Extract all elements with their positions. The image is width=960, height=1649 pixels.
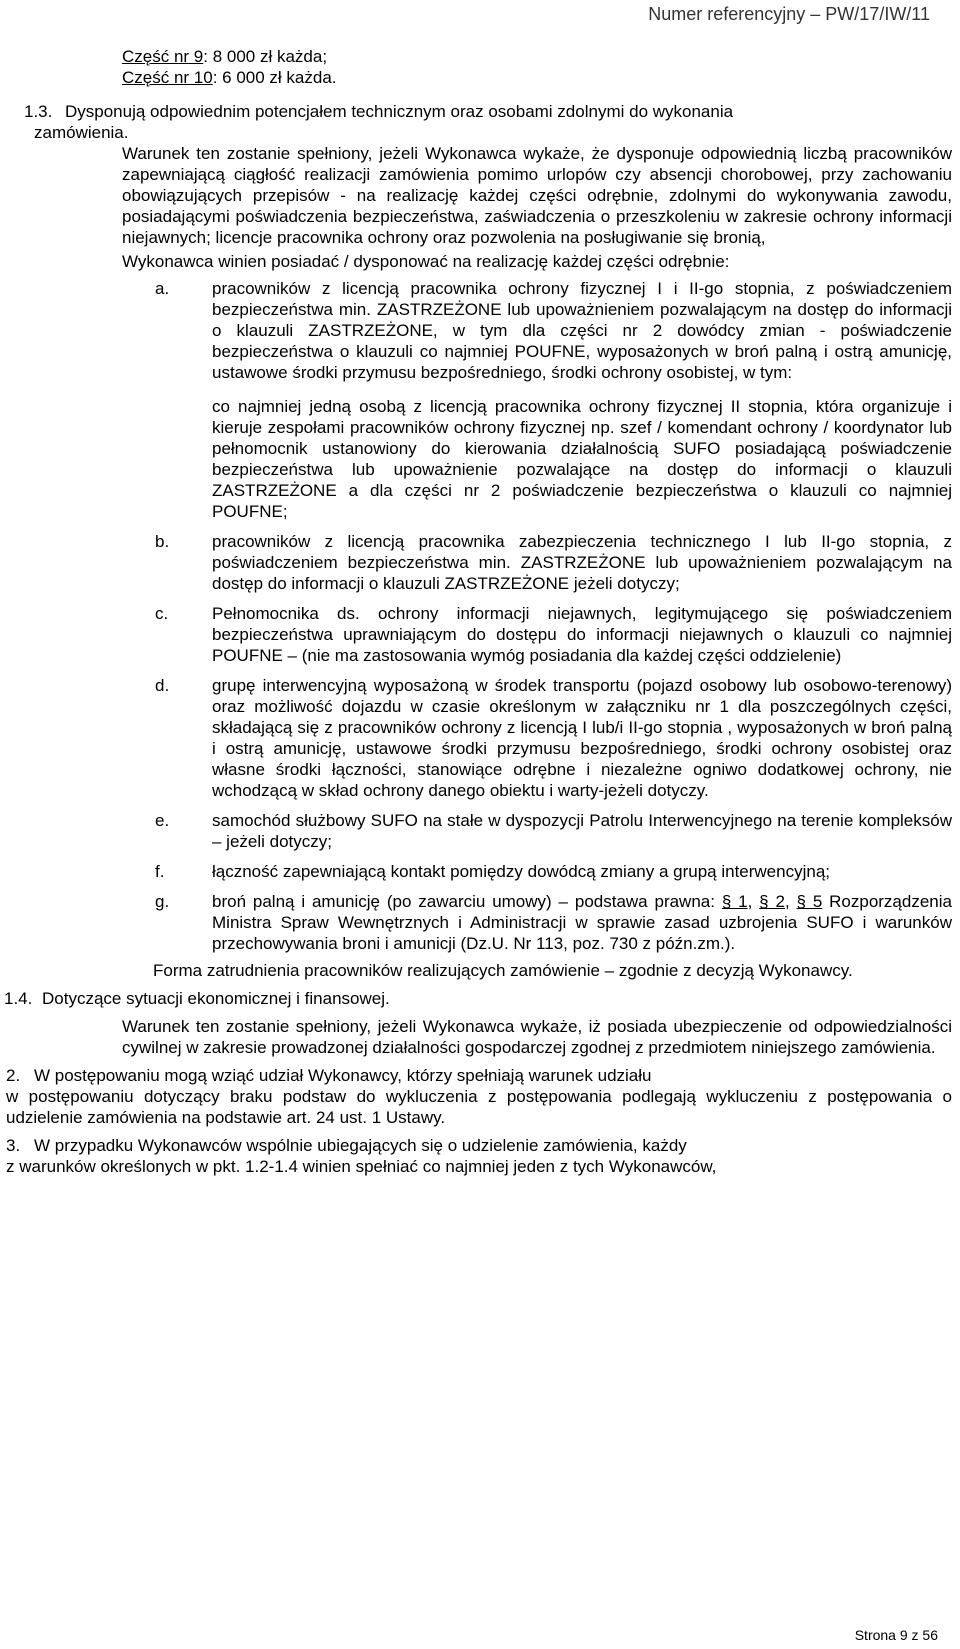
list-item-b — [155, 531, 952, 594]
list-item-text: Pełnomocnika ds. ochrony informacji niejawnych, legitymującego się poświadczeniem bezpieczeństwa uprawniającym do dostępu do informacji niejawnych o klauzuli co najmniej POUFNE – (nie ma zastosowania wymóg posiadania dla każdej części oddzielenie) — [212, 604, 952, 665]
list-item-f — [155, 861, 952, 882]
point-text: W postępowaniu mogą wziąć udział Wykonawcy, którzy spełniają warunek udziału — [34, 1066, 652, 1085]
list-item-label: d. — [155, 676, 170, 695]
list-item-e — [155, 810, 952, 852]
list-item-label: c. — [155, 604, 169, 623]
list-item-text: pracowników z licencją pracownika ochrony fizycznej I i II-go stopnia, z poświadczeniem bezpieczeństwa min. ZASTRZEŻONE lub upoważnieniem pozwalającym na dostęp do informacji o klauzuli ZASTRZEŻONE, w tym dla części nr 2 dowódcy zmian - poświadczenie bezpieczeństwa o klauzuli co najmniej POUFNE, wyposażonych w broń palną i ostrą amunicję, ustawowe środki przymusu bezpośredniego, środki ochrony osobistej, w tym: — [212, 279, 952, 382]
section-number: 1.4. — [4, 989, 33, 1008]
separator: , — [747, 892, 760, 911]
section-title: Dysponują odpowiednim potencjałem technicznym oraz osobami zdolnymi do wykonania — [65, 102, 734, 121]
page-number: Strona 9 z 56 — [854, 1627, 938, 1643]
list-item-text: grupę interwencyjną wyposażoną w środek transportu (pojazd osobowy lub osobowo-terenowy) oraz możliwość dojazdu w czasie określonym w załączniku nr 1 dla poszczególnych części, składającą się z pracowników ochrony z licencją I lub/i II-go stopnia , wyposażonych w broń palną i ostrą amunicję, ustawowe środki przymusu bezpośredniego, środki ochrony osobistej oraz własne środki łączności, stanowiące odrębne i niezależne ogniwo dodatkowej ochrony, nie wchodzącą w skład ochrony danego obiektu i warty-jeżeli dotyczy. — [212, 676, 952, 800]
separator: , — [784, 892, 797, 911]
point-3-continuation: z warunków określonych w pkt. 1.2-1.4 winien spełniać co najmniej jeden z tych Wykonawców, — [6, 1157, 717, 1176]
item-g-intro: broń palną i amunicję (po zawarciu umowy) – podstawa prawna: — [212, 892, 722, 911]
list-item-a-subparagraph: co najmniej jedną osobą z licencją pracownika ochrony fizycznej II stopnia, która organizuje i kieruje zespołami pracowników ochrony fizycznej np. szef / komendant ochrony / koordynator lub pełnomocnik ustanowiony do kierowania działalnością SUFO posiadającą poświadczenie bezpieczeństwa lub upoważnienie pozwalające na dostęp do informacji o klauzuli ZASTRZEŻONE a dla części nr 2 poświadczenie bezpieczeństwa o klauzuli co najmniej POUFNE; — [212, 397, 952, 521]
section-number: 1.3. — [24, 102, 53, 121]
paragraph-5-link[interactable]: § 5 — [796, 892, 823, 911]
list-item-c — [155, 603, 952, 666]
item-g-regulation: Rozporządzenia Ministra Spraw Wewnętrznych i Administracji w sprawie zasad uzbrojenia SUFO i warunków przechowywania broni i amunicji (Dz.U. Nr 113, poz. 730 z późn.zm.). — [212, 892, 952, 953]
section-1-4-heading — [4, 988, 952, 1009]
list-item-text — [212, 891, 952, 954]
list-item-a — [155, 278, 952, 383]
list-item-text: samochód służbowy SUFO na stałe w dyspozycji Patrolu Interwencyjnego na terenie kompleksów – jeżeli dotyczy; — [212, 811, 952, 851]
list-item-text: pracowników z licencją pracownika zabezpieczenia technicznego I lub II-go stopnia, z poświadczeniem bezpieczeństwa min. ZASTRZEŻONE lub upoważnieniem pozwalającym na dostęp do informacji o klauzuli ZASTRZEŻONE jeżeli dotyczy; — [212, 532, 952, 593]
list-item-text: łączność zapewniającą kontakt pomiędzy dowódcą zmiany a grupą interwencyjną; — [212, 862, 831, 881]
point-2 — [6, 1065, 952, 1086]
employment-form-paragraph: Forma zatrudnienia pracowników realizujących zamówienie – zgodnie z decyzją Wykonawcy. — [153, 961, 853, 980]
list-item-label: b. — [155, 532, 170, 551]
list-item-label: f. — [155, 862, 165, 881]
czesc-9-line — [122, 46, 960, 67]
czesc-9-amount: : 8 000 zł każda; — [203, 47, 328, 66]
list-item-d — [155, 675, 952, 801]
point-text: W przypadku Wykonawców wspólnie ubiegających się o udzielenie zamówienia, każdy — [34, 1136, 687, 1155]
point-number: 3. — [6, 1136, 21, 1155]
section-title-continuation: zamówienia. — [34, 123, 129, 142]
paragraph-2-link[interactable]: § 2 — [759, 892, 785, 911]
point-3 — [6, 1135, 952, 1156]
czesc-10-label: Część nr 10 — [122, 68, 213, 87]
paragraph-1-link[interactable]: § 1 — [721, 892, 748, 911]
point-2-continuation: w postępowaniu dotyczący braku podstaw do wykluczenia z postępowania podlegają wykluczeniu z postępowania o udzielenie zamówienia na podstawie art. 24 ust. 1 Ustawy. — [6, 1087, 952, 1127]
section-1-4-paragraph: Warunek ten zostanie spełniony, jeżeli Wykonawca wykaże, iż posiada ubezpieczenie od odpowiedzialności cywilnej w zakresie prowadzonej działalności gospodarczej zgodnej z przedmiotem niniejszego zamówienia. — [122, 1017, 952, 1057]
czesc-9-label: Część nr 9 — [122, 47, 204, 66]
list-item-g — [155, 891, 952, 954]
point-number: 2. — [6, 1066, 21, 1085]
section-1-3-paragraph: Warunek ten zostanie spełniony, jeżeli Wykonawca wykaże, że dysponuje odpowiednią liczbą pracowników zapewniającą ciągłość realizacji zamówienia pomimo urlopów czy absencji chorobowej, przy zachowaniu obowiązujących przepisów - na realizację każdej części odrębnie, zdolnymi do wykonywania zawodu, posiadającymi poświadczenia bezpieczeństwa, zaświadczenia o przeszkoleniu w zakresie ochrony informacji niejawnych; licencje pracownika ochrony oraz pozwolenia na posługiwanie się bronią, — [122, 144, 952, 247]
czesc-10-amount: : 6 000 zł każda. — [212, 68, 337, 87]
list-item-label: e. — [155, 811, 170, 830]
czesc-10-line — [122, 67, 960, 88]
document-body — [0, 46, 960, 1177]
section-1-3-heading — [24, 101, 952, 122]
section-1-3-requirement-intro: Wykonawca winien posiadać / dysponować na realizację każdej części odrębnie: — [122, 252, 730, 271]
reference-number: Numer referencyjny – PW/17/IW/11 — [648, 4, 930, 24]
list-item-label: g. — [155, 892, 170, 911]
section-title: Dotyczące sytuacji ekonomicznej i finansowej. — [42, 989, 390, 1008]
list-item-label: a. — [155, 279, 170, 298]
